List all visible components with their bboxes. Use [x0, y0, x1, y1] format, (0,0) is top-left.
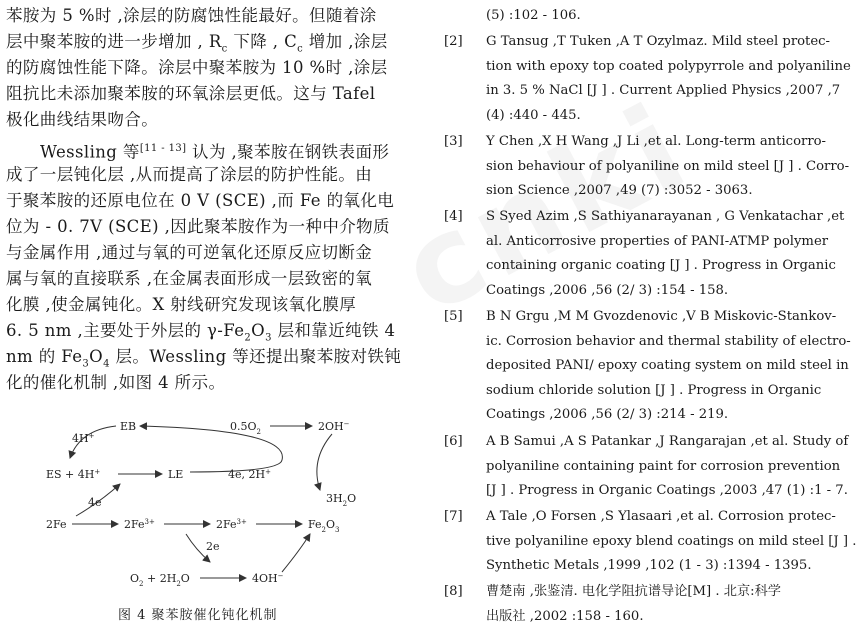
- reference-line: Y Chen ,X H Wang ,J Li ,et al. Long-term anticorro-: [486, 134, 827, 149]
- reference-number: [7]: [444, 509, 463, 524]
- reference-line: Coatings ,2006 ,56 (2/ 3) :214 - 219.: [486, 407, 729, 423]
- label-eb: EB: [120, 420, 137, 433]
- label-2fe: 2Fe: [46, 518, 67, 531]
- label-le: LE: [168, 468, 184, 481]
- reference-line: (4) :440 - 445.: [486, 107, 581, 123]
- label-2e: 2e: [206, 540, 220, 553]
- label-2fe3-b: $2Fe^{3+}$: [216, 518, 247, 531]
- reference-line: sion behaviour of polyaniline on mild steel [J ] . Corro-: [486, 158, 850, 174]
- label-4e-2h: 4e, 2H+: [228, 468, 271, 481]
- text-line: 于聚苯胺的还原电位在 0 V (SCE) ,而 Fe 的氧化电: [6, 191, 395, 210]
- reference-line: tion with epoxy top coated polypyrrole and polyaniline: [486, 58, 851, 74]
- text-line: 6. 5 nm ,主要处于外层的 $\gamma-Fe_2O_3$ 层和靠近纯铁 4: [6, 321, 396, 344]
- reference-line: A B Samui ,A S Patankar ,J Rangarajan ,et al. Study of: [486, 434, 849, 449]
- reference-line: ic. Corrosion behavior and thermal stability of electro-: [486, 333, 851, 349]
- reference-number: [6]: [444, 434, 463, 449]
- label-4oh: 4OH−: [252, 572, 284, 585]
- label-fe2o3: $Fe_2O_3$: [308, 518, 340, 534]
- reference-line: sion Science ,2007 ,49 (7) :3052 - 3063.: [486, 183, 753, 199]
- text-line: 的防腐蚀性能下降。涂层中聚苯胺为 10 %时 ,涂层: [6, 58, 388, 77]
- arrow-4oh-fe2o3: [282, 534, 310, 572]
- text-line: 极化曲线结果吻合。: [6, 110, 159, 129]
- label-3h2o: $3H_2O$: [326, 492, 357, 508]
- label-4h-top: 4H+: [72, 432, 95, 445]
- reference-line: Coatings ,2006 ,56 (2/ 3) :154 - 158.: [486, 282, 729, 298]
- text-line: 化膜 ,使金属钝化。X 射线研究发现该氧化膜厚: [6, 295, 357, 314]
- reference-number: [4]: [444, 209, 463, 224]
- text-line: 与金属作用 ,通过与氧的可逆氧化还原反应切断金: [6, 243, 373, 262]
- figure-4-diagram: [20, 410, 420, 600]
- label-o2: $0.5O_2$: [230, 420, 261, 436]
- reference-number: [2]: [444, 34, 463, 49]
- figure-caption: 图 4 聚苯胺催化钝化机制: [118, 608, 278, 623]
- reference-line: deposited PANI/ epoxy coating system on mild steel in: [486, 358, 849, 374]
- reference-line: polyaniline containing paint for corrosion prevention: [486, 458, 841, 474]
- text-line: 层中聚苯胺的进一步增加 , $R_c$ 下降 , $C_c$ 增加 ,涂层: [6, 32, 388, 55]
- reference-line: Synthetic Metals ,1999 ,102 (1 - 3) :1394 - 1395.: [486, 558, 812, 574]
- reference-number: [3]: [444, 134, 463, 149]
- arrow-oh-h2o: [317, 434, 332, 490]
- reference-number: [5]: [444, 309, 463, 324]
- reference-line: S Syed Azim ,S Sathiyanarayanan , G Venkatachar ,et: [486, 209, 845, 224]
- arrow-le-eb: [140, 426, 282, 472]
- label-4e: 4e: [88, 496, 102, 509]
- reference-line: (5) :102 - 106.: [486, 8, 581, 23]
- reference-line: G Tansug ,T Tuken ,A T Ozylmaz. Mild steel protec-: [486, 34, 831, 49]
- reference-number: [8]: [444, 584, 463, 599]
- reference-line: [J ] . Progress in Organic Coatings ,2003 ,47 (1) :1 - 7.: [486, 483, 848, 499]
- text-line: 苯胺为 5 %时 ,涂层的防腐蚀性能最好。但随着涂: [6, 6, 377, 25]
- reference-line: containing organic coating [J ] . Progress in Organic: [486, 258, 836, 274]
- reference-line: B N Grgu ,M M Gvozdenovic ,V B Miskovic-Stankov-: [486, 309, 837, 324]
- reference-line: sodium chloride solution [J ] . Progress in Organic: [486, 382, 822, 398]
- text-line: 阻抗比未添加聚苯胺的环氧涂层更低。这与 Tafel: [6, 84, 376, 103]
- text-line: 化的催化机制 ,如图 4 所示。: [6, 373, 226, 392]
- text-line: nm 的 $Fe_3O_4$ 层。Wessling 等还提出聚苯胺对铁钝: [6, 347, 402, 370]
- label-2fe3-a: $2Fe^{3+}$: [124, 518, 155, 531]
- text-line: 成了一层钝化层 ,从而提高了涂层的防护性能。由: [6, 165, 373, 184]
- reference-line: in 3. 5 % NaCl [J ] . Current Applied Physics ,2007 ,7: [486, 83, 841, 99]
- text-line: 位为 - 0. 7V (SCE) ,因此聚苯胺作为一种中介物质: [6, 217, 390, 236]
- reference-line: al. Anticorrosive properties of PANI-ATMP polymer: [486, 233, 829, 249]
- reference-line: 曹楚南 ,张鉴清. 电化学阻抗谱导论[M] . 北京:科学: [486, 584, 781, 599]
- reference-line: 出版社 ,2002 :158 - 160.: [486, 608, 644, 624]
- reference-line: A Tale ,O Forsen ,S Ylasaari ,et al. Corrosion protec-: [486, 509, 836, 524]
- label-2oh: 2OH−: [318, 420, 350, 433]
- reference-line: tive polyaniline epoxy blend coatings on mild steel [J ] .: [486, 533, 857, 549]
- label-es: ES + 4H+: [46, 468, 101, 481]
- label-o2-2h2o: $O_2 + 2H_2O$: [130, 572, 190, 588]
- text-line: 属与氧的直接联系 ,在金属表面形成一层致密的氧: [6, 269, 373, 288]
- text-line: Wessling 等[11 - 13] 认为 ,聚苯胺在钢铁表面形: [40, 142, 390, 162]
